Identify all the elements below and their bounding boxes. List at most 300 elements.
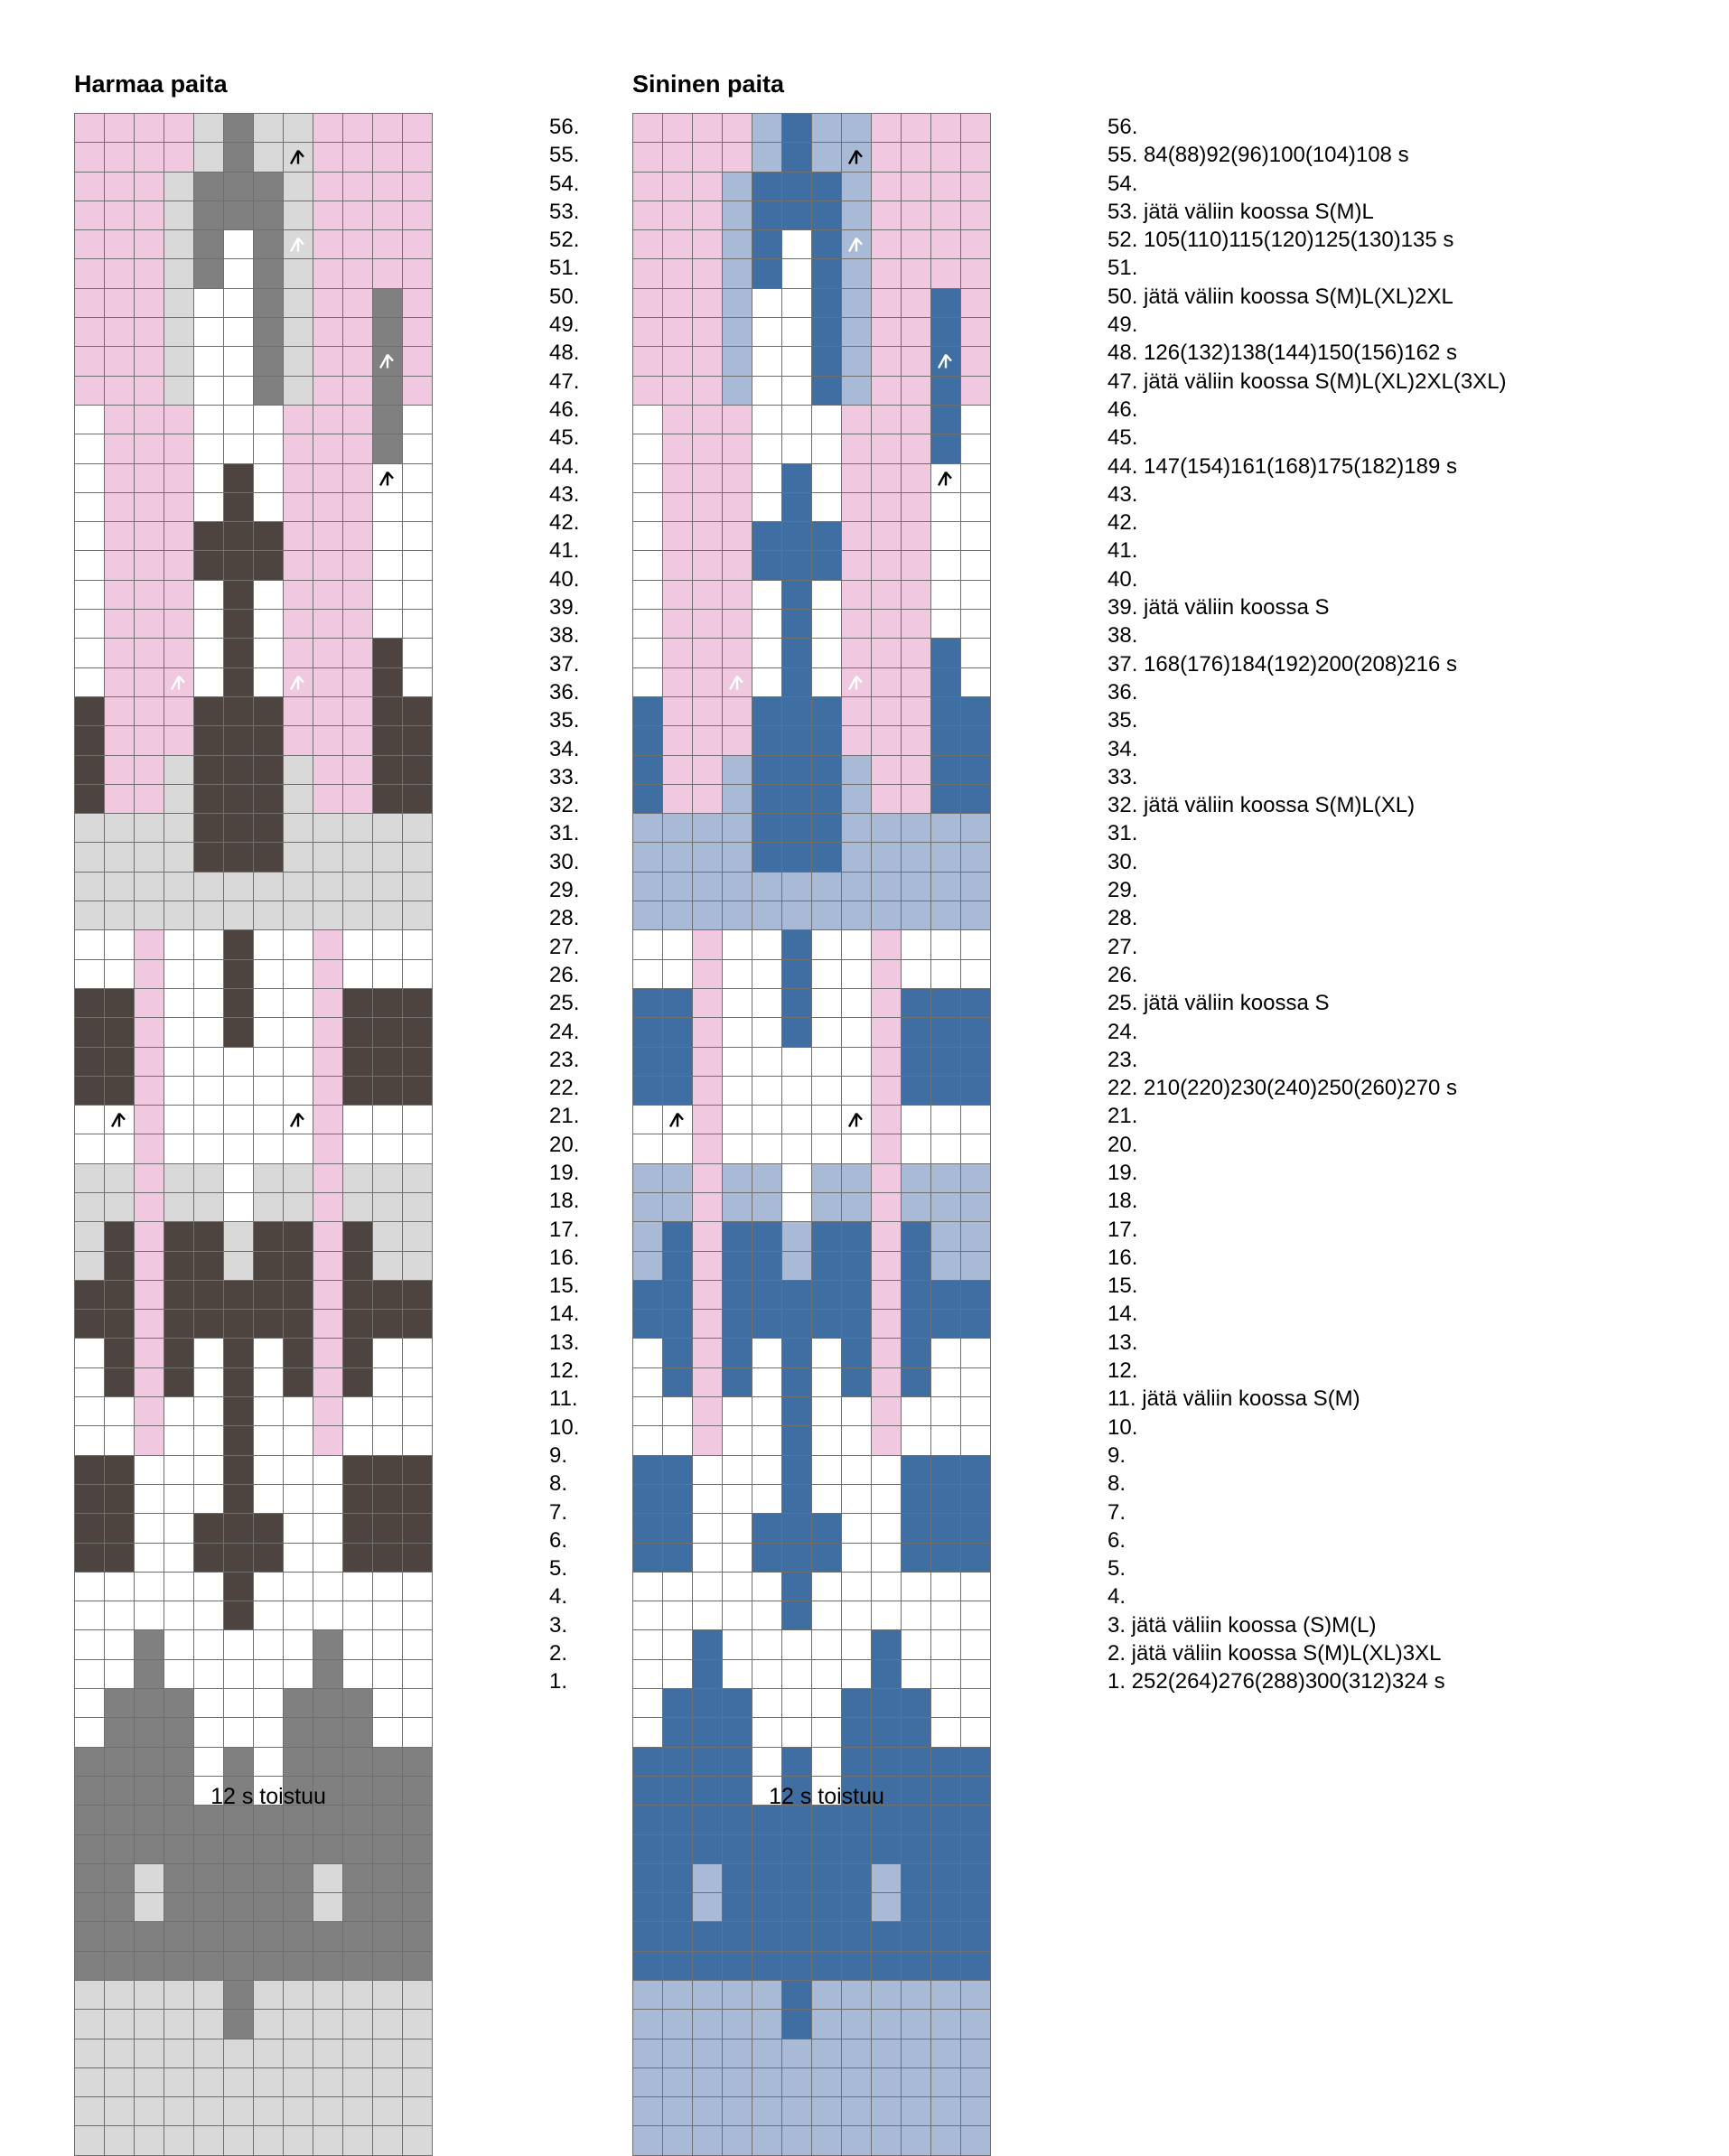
chart-cell bbox=[782, 318, 812, 347]
chart-cell bbox=[782, 201, 812, 229]
chart-cell bbox=[931, 1106, 961, 1134]
chart-cell bbox=[403, 1747, 433, 1776]
chart-cell bbox=[633, 1134, 663, 1163]
chart-row bbox=[75, 1863, 433, 1892]
chart-row bbox=[75, 726, 433, 755]
chart-cell bbox=[842, 755, 872, 784]
chart-cell bbox=[663, 1426, 693, 1455]
chart-cell bbox=[194, 201, 224, 229]
row-label: 49. bbox=[1107, 313, 1138, 338]
chart-row bbox=[633, 1339, 991, 1367]
chart-cell bbox=[663, 1514, 693, 1543]
chart-cell bbox=[782, 2010, 812, 2039]
chart-row bbox=[633, 2097, 991, 2126]
chart-cell bbox=[782, 843, 812, 872]
row-label: 17. bbox=[1107, 1217, 1138, 1242]
chart-cell bbox=[961, 696, 991, 725]
chart-cell bbox=[403, 755, 433, 784]
chart-cell bbox=[105, 463, 135, 492]
chart-cell bbox=[931, 522, 961, 551]
chart-cell bbox=[931, 463, 961, 492]
chart-cell bbox=[343, 434, 373, 463]
chart-cell bbox=[75, 1863, 105, 1892]
chart-cell bbox=[693, 1601, 723, 1630]
chart-cell bbox=[224, 901, 254, 930]
chart-cell bbox=[284, 1951, 313, 1980]
chart-cell bbox=[164, 1397, 194, 1426]
chart-cell bbox=[961, 2067, 991, 2096]
chart-cell bbox=[373, 1572, 403, 1601]
chart-cell bbox=[752, 1922, 782, 1951]
chart-cell bbox=[313, 1455, 343, 1484]
chart-cell bbox=[752, 1572, 782, 1601]
chart-cell bbox=[403, 1601, 433, 1630]
chart-cell bbox=[693, 1659, 723, 1688]
chart-cell bbox=[723, 726, 752, 755]
chart-cell bbox=[105, 114, 135, 143]
chart-cell bbox=[872, 1951, 902, 1980]
chart-cell bbox=[782, 726, 812, 755]
chart-cell bbox=[633, 172, 663, 201]
chart-cell bbox=[902, 872, 931, 901]
chart-cell bbox=[752, 1689, 782, 1718]
chart-row bbox=[633, 901, 991, 930]
row-label: 56. bbox=[549, 115, 580, 139]
chart-cell bbox=[194, 463, 224, 492]
chart-cell bbox=[931, 1514, 961, 1543]
chart-cell bbox=[902, 1076, 931, 1105]
chart-cell bbox=[752, 1192, 782, 1221]
chart-cell bbox=[872, 726, 902, 755]
chart-row bbox=[633, 1310, 991, 1339]
chart-cell bbox=[313, 930, 343, 959]
chart-cell bbox=[224, 1310, 254, 1339]
chart-cell bbox=[931, 1718, 961, 1747]
chart-cell bbox=[812, 1310, 842, 1339]
row-label: 52. bbox=[549, 228, 580, 253]
chart-cell bbox=[254, 1981, 284, 2010]
chart-cell bbox=[902, 551, 931, 580]
chart-cell bbox=[373, 1367, 403, 1396]
chart-cell bbox=[663, 1222, 693, 1251]
row-label: 38. bbox=[1107, 623, 1138, 649]
chart-cell bbox=[961, 930, 991, 959]
row-label: 22. 210(220)230(240)250(260)270 s bbox=[1107, 1076, 1457, 1101]
chart-cell bbox=[373, 696, 403, 725]
chart-cell bbox=[842, 1018, 872, 1047]
chart-cell bbox=[633, 639, 663, 667]
chart-cell bbox=[343, 959, 373, 988]
chart-cell bbox=[812, 2067, 842, 2096]
chart-cell bbox=[723, 1076, 752, 1105]
row-label: 56. bbox=[1107, 115, 1138, 139]
chart-cell bbox=[254, 1834, 284, 1863]
chart-cell bbox=[723, 2039, 752, 2067]
chart-cell bbox=[373, 1951, 403, 1980]
chart-cell bbox=[313, 1222, 343, 1251]
chart-cell bbox=[872, 667, 902, 696]
row-label: 45. bbox=[549, 425, 580, 451]
chart-cell bbox=[284, 1018, 313, 1047]
chart-cell bbox=[135, 259, 164, 288]
row-label: 8. bbox=[549, 1471, 568, 1497]
chart-cell bbox=[663, 347, 693, 376]
chart-cell bbox=[164, 1106, 194, 1134]
chart-cell bbox=[633, 1922, 663, 1951]
chart-cell bbox=[782, 1222, 812, 1251]
chart-cell bbox=[135, 1251, 164, 1280]
repeat-label-sininen: 12 s toistuu bbox=[769, 1784, 884, 1809]
chart-cell bbox=[723, 230, 752, 259]
chart-cell bbox=[403, 2039, 433, 2067]
chart-cell bbox=[164, 522, 194, 551]
chart-row bbox=[633, 201, 991, 229]
chart-cell bbox=[224, 434, 254, 463]
chart-cell bbox=[75, 872, 105, 901]
chart-cell bbox=[284, 1484, 313, 1513]
chart-cell bbox=[902, 114, 931, 143]
chart-cell bbox=[961, 259, 991, 288]
chart-cell bbox=[902, 1659, 931, 1688]
chart-cell bbox=[842, 1718, 872, 1747]
chart-cell bbox=[752, 1514, 782, 1543]
chart-cell bbox=[224, 1047, 254, 1076]
chart-cell bbox=[284, 1280, 313, 1309]
chart-cell bbox=[75, 667, 105, 696]
chart-cell bbox=[782, 405, 812, 434]
chart-cell bbox=[782, 2039, 812, 2067]
chart-cell bbox=[842, 551, 872, 580]
chart-cell bbox=[812, 639, 842, 667]
chart-cell bbox=[135, 610, 164, 639]
chart-cell bbox=[254, 1251, 284, 1280]
chart-cell bbox=[842, 1893, 872, 1922]
chart-cell bbox=[752, 1222, 782, 1251]
chart-cell bbox=[872, 639, 902, 667]
chart-cell bbox=[224, 318, 254, 347]
chart-cell bbox=[961, 522, 991, 551]
chart-cell bbox=[135, 959, 164, 988]
chart-cell bbox=[723, 1397, 752, 1426]
chart-cell bbox=[403, 405, 433, 434]
chart-cell bbox=[872, 434, 902, 463]
chart-cell bbox=[782, 784, 812, 813]
chart-cell bbox=[75, 143, 105, 172]
chart-cell bbox=[75, 114, 105, 143]
row-label: 35. bbox=[549, 708, 580, 733]
chart-cell bbox=[164, 1893, 194, 1922]
decrease-icon bbox=[842, 230, 871, 258]
chart-cell bbox=[872, 901, 902, 930]
chart-cell bbox=[224, 696, 254, 725]
chart-row bbox=[633, 1601, 991, 1630]
chart-cell bbox=[75, 1834, 105, 1863]
chart-cell bbox=[693, 872, 723, 901]
chart-cell bbox=[693, 1718, 723, 1747]
chart-cell bbox=[343, 1280, 373, 1309]
chart-cell bbox=[75, 2067, 105, 2096]
chart-cell bbox=[663, 2067, 693, 2096]
chart-cell bbox=[931, 639, 961, 667]
chart-cell bbox=[872, 959, 902, 988]
chart-cell bbox=[164, 1367, 194, 1396]
chart-cell bbox=[105, 901, 135, 930]
chart-cell bbox=[254, 639, 284, 667]
chart-cell bbox=[313, 1601, 343, 1630]
chart-cell bbox=[373, 1922, 403, 1951]
chart-cell bbox=[782, 288, 812, 317]
chart-cell bbox=[313, 1251, 343, 1280]
chart-cell bbox=[723, 1543, 752, 1572]
chart-cell bbox=[284, 1572, 313, 1601]
chart-cell bbox=[75, 2039, 105, 2067]
chart-cell bbox=[135, 1339, 164, 1367]
chart-cell bbox=[164, 463, 194, 492]
chart-cell bbox=[403, 784, 433, 813]
chart-row bbox=[633, 1834, 991, 1863]
chart-cell bbox=[723, 2097, 752, 2126]
chart-cell bbox=[105, 1981, 135, 2010]
chart-cell bbox=[931, 726, 961, 755]
chart-cell bbox=[135, 1163, 164, 1192]
chart-cell bbox=[284, 492, 313, 521]
chart-cell bbox=[961, 1192, 991, 1221]
chart-cell bbox=[872, 580, 902, 609]
chart-cell bbox=[902, 1310, 931, 1339]
chart-cell bbox=[284, 1192, 313, 1221]
chart-cell bbox=[313, 1310, 343, 1339]
chart-cell bbox=[663, 872, 693, 901]
chart-cell bbox=[343, 288, 373, 317]
chart-cell bbox=[633, 1047, 663, 1076]
chart-grid bbox=[74, 113, 433, 2156]
chart-cell bbox=[842, 259, 872, 288]
chart-cell bbox=[194, 872, 224, 901]
chart-cell bbox=[135, 1310, 164, 1339]
chart-cell bbox=[812, 1251, 842, 1280]
chart-cell bbox=[872, 172, 902, 201]
chart-cell bbox=[164, 172, 194, 201]
chart-cell bbox=[812, 259, 842, 288]
row-label: 24. bbox=[549, 1019, 580, 1044]
chart-cell bbox=[224, 172, 254, 201]
chart-cell bbox=[872, 1659, 902, 1688]
chart-cell bbox=[313, 1134, 343, 1163]
chart-cell bbox=[164, 434, 194, 463]
chart-cell bbox=[693, 172, 723, 201]
chart-cell bbox=[164, 1922, 194, 1951]
chart-cell bbox=[961, 230, 991, 259]
chart-cell bbox=[373, 784, 403, 813]
chart-row bbox=[633, 1134, 991, 1163]
repeat-label-harmaa: 12 s toistuu bbox=[210, 1784, 326, 1809]
chart-cell bbox=[961, 814, 991, 843]
row-label: 3. jätä väliin koossa (S)M(L) bbox=[1107, 1612, 1377, 1638]
chart-cell bbox=[723, 1134, 752, 1163]
chart-cell bbox=[782, 1863, 812, 1892]
chart-cell bbox=[313, 1076, 343, 1105]
chart-cell bbox=[782, 347, 812, 376]
chart-row bbox=[633, 1397, 991, 1426]
chart-cell bbox=[373, 376, 403, 405]
chart-cell bbox=[752, 2097, 782, 2126]
chart-cell bbox=[75, 1426, 105, 1455]
chart-cell bbox=[693, 1367, 723, 1396]
chart-cell bbox=[961, 2126, 991, 2155]
chart-cell bbox=[164, 1484, 194, 1513]
chart-cell bbox=[224, 639, 254, 667]
chart-cell bbox=[254, 2039, 284, 2067]
chart-cell bbox=[254, 376, 284, 405]
chart-cell bbox=[105, 376, 135, 405]
chart-cell bbox=[902, 1280, 931, 1309]
chart-cell bbox=[663, 1981, 693, 2010]
chart-row bbox=[633, 2039, 991, 2067]
chart-cell bbox=[105, 201, 135, 229]
chart-cell bbox=[782, 522, 812, 551]
chart-cell bbox=[254, 755, 284, 784]
chart-cell bbox=[663, 726, 693, 755]
chart-cell bbox=[782, 1834, 812, 1863]
chart-cell bbox=[782, 114, 812, 143]
chart-cell bbox=[723, 318, 752, 347]
chart-cell bbox=[961, 1951, 991, 1980]
chart-cell bbox=[842, 2010, 872, 2039]
chart-cell bbox=[961, 114, 991, 143]
chart-cell bbox=[254, 522, 284, 551]
chart-cell bbox=[902, 1601, 931, 1630]
chart-cell bbox=[135, 988, 164, 1017]
chart-cell bbox=[343, 1981, 373, 2010]
chart-cell bbox=[105, 1484, 135, 1513]
chart-cell bbox=[164, 1659, 194, 1688]
row-label: 14. bbox=[549, 1302, 580, 1327]
chart-cell bbox=[403, 1339, 433, 1367]
chart-cell bbox=[75, 988, 105, 1017]
chart-cell bbox=[373, 318, 403, 347]
row-label: 39. bbox=[549, 595, 580, 621]
chart-cell bbox=[931, 755, 961, 784]
chart-cell bbox=[693, 551, 723, 580]
chart-cell bbox=[254, 1426, 284, 1455]
chart-cell bbox=[782, 1047, 812, 1076]
chart-row bbox=[633, 318, 991, 347]
chart-cell bbox=[75, 347, 105, 376]
chart-cell bbox=[842, 463, 872, 492]
chart-cell bbox=[105, 1280, 135, 1309]
chart-cell bbox=[961, 1834, 991, 1863]
chart-cell bbox=[842, 1863, 872, 1892]
chart-cell bbox=[343, 1018, 373, 1047]
chart-cell bbox=[872, 201, 902, 229]
chart-cell bbox=[164, 1222, 194, 1251]
chart-cell bbox=[164, 1834, 194, 1863]
chart-cell bbox=[872, 1339, 902, 1367]
chart-cell bbox=[313, 814, 343, 843]
chart-cell bbox=[812, 667, 842, 696]
chart-cell bbox=[902, 201, 931, 229]
chart-cell bbox=[663, 1106, 693, 1134]
chart-cell bbox=[254, 201, 284, 229]
chart-cell bbox=[164, 201, 194, 229]
chart-cell bbox=[224, 988, 254, 1017]
chart-cell bbox=[931, 784, 961, 813]
chart-cell bbox=[842, 1426, 872, 1455]
chart-cell bbox=[663, 2010, 693, 2039]
chart-cell bbox=[75, 318, 105, 347]
chart-cell bbox=[224, 814, 254, 843]
chart-cell bbox=[663, 1834, 693, 1863]
chart-cell bbox=[931, 201, 961, 229]
row-label: 46. bbox=[1107, 397, 1138, 422]
chart-cell bbox=[343, 1339, 373, 1367]
chart-cell bbox=[961, 639, 991, 667]
chart-cell bbox=[254, 696, 284, 725]
row-label: 10. bbox=[549, 1414, 580, 1440]
chart-cell bbox=[782, 959, 812, 988]
chart-cell bbox=[313, 1514, 343, 1543]
chart-cell bbox=[224, 1630, 254, 1659]
chart-cell bbox=[872, 1689, 902, 1718]
chart-cell bbox=[403, 930, 433, 959]
chart-cell bbox=[403, 872, 433, 901]
chart-cell bbox=[812, 201, 842, 229]
chart-cell bbox=[105, 1251, 135, 1280]
chart-row bbox=[633, 1163, 991, 1192]
chart-cell bbox=[313, 2010, 343, 2039]
chart-cell bbox=[105, 1689, 135, 1718]
chart-row bbox=[633, 1106, 991, 1134]
chart-cell bbox=[373, 872, 403, 901]
row-label: 11. jätä väliin koossa S(M) bbox=[1107, 1386, 1360, 1412]
chart-cell bbox=[782, 1718, 812, 1747]
row-label: 50. jätä väliin koossa S(M)L(XL)2XL bbox=[1107, 284, 1453, 309]
chart-cell bbox=[812, 1106, 842, 1134]
chart-cell bbox=[135, 347, 164, 376]
chart-cell bbox=[254, 463, 284, 492]
row-label: 47. bbox=[549, 369, 580, 394]
chart-cell bbox=[633, 1076, 663, 1105]
chart-cell bbox=[872, 1484, 902, 1513]
row-label: 25. bbox=[549, 991, 580, 1016]
chart-cell bbox=[135, 726, 164, 755]
chart-cell bbox=[723, 2010, 752, 2039]
chart-cell bbox=[254, 1134, 284, 1163]
chart-cell bbox=[343, 1689, 373, 1718]
chart-cell bbox=[693, 610, 723, 639]
chart-cell bbox=[842, 1192, 872, 1221]
chart-row bbox=[633, 288, 991, 317]
chart-cell bbox=[633, 405, 663, 434]
chart-cell bbox=[633, 2067, 663, 2096]
chart-cell bbox=[782, 1280, 812, 1309]
row-label: 6. bbox=[549, 1527, 568, 1553]
chart-cell bbox=[693, 2039, 723, 2067]
chart-cell bbox=[842, 1981, 872, 2010]
chart-cell bbox=[105, 1601, 135, 1630]
chart-cell bbox=[782, 1192, 812, 1221]
chart-row bbox=[633, 1192, 991, 1221]
chart-cell bbox=[194, 172, 224, 201]
chart-cell bbox=[812, 696, 842, 725]
row-label: 43. bbox=[549, 481, 580, 507]
chart-cell bbox=[842, 318, 872, 347]
chart-cell bbox=[961, 1047, 991, 1076]
chart-cell bbox=[343, 784, 373, 813]
chart-cell bbox=[313, 1834, 343, 1863]
chart-cell bbox=[403, 1951, 433, 1980]
chart-cell bbox=[812, 843, 842, 872]
